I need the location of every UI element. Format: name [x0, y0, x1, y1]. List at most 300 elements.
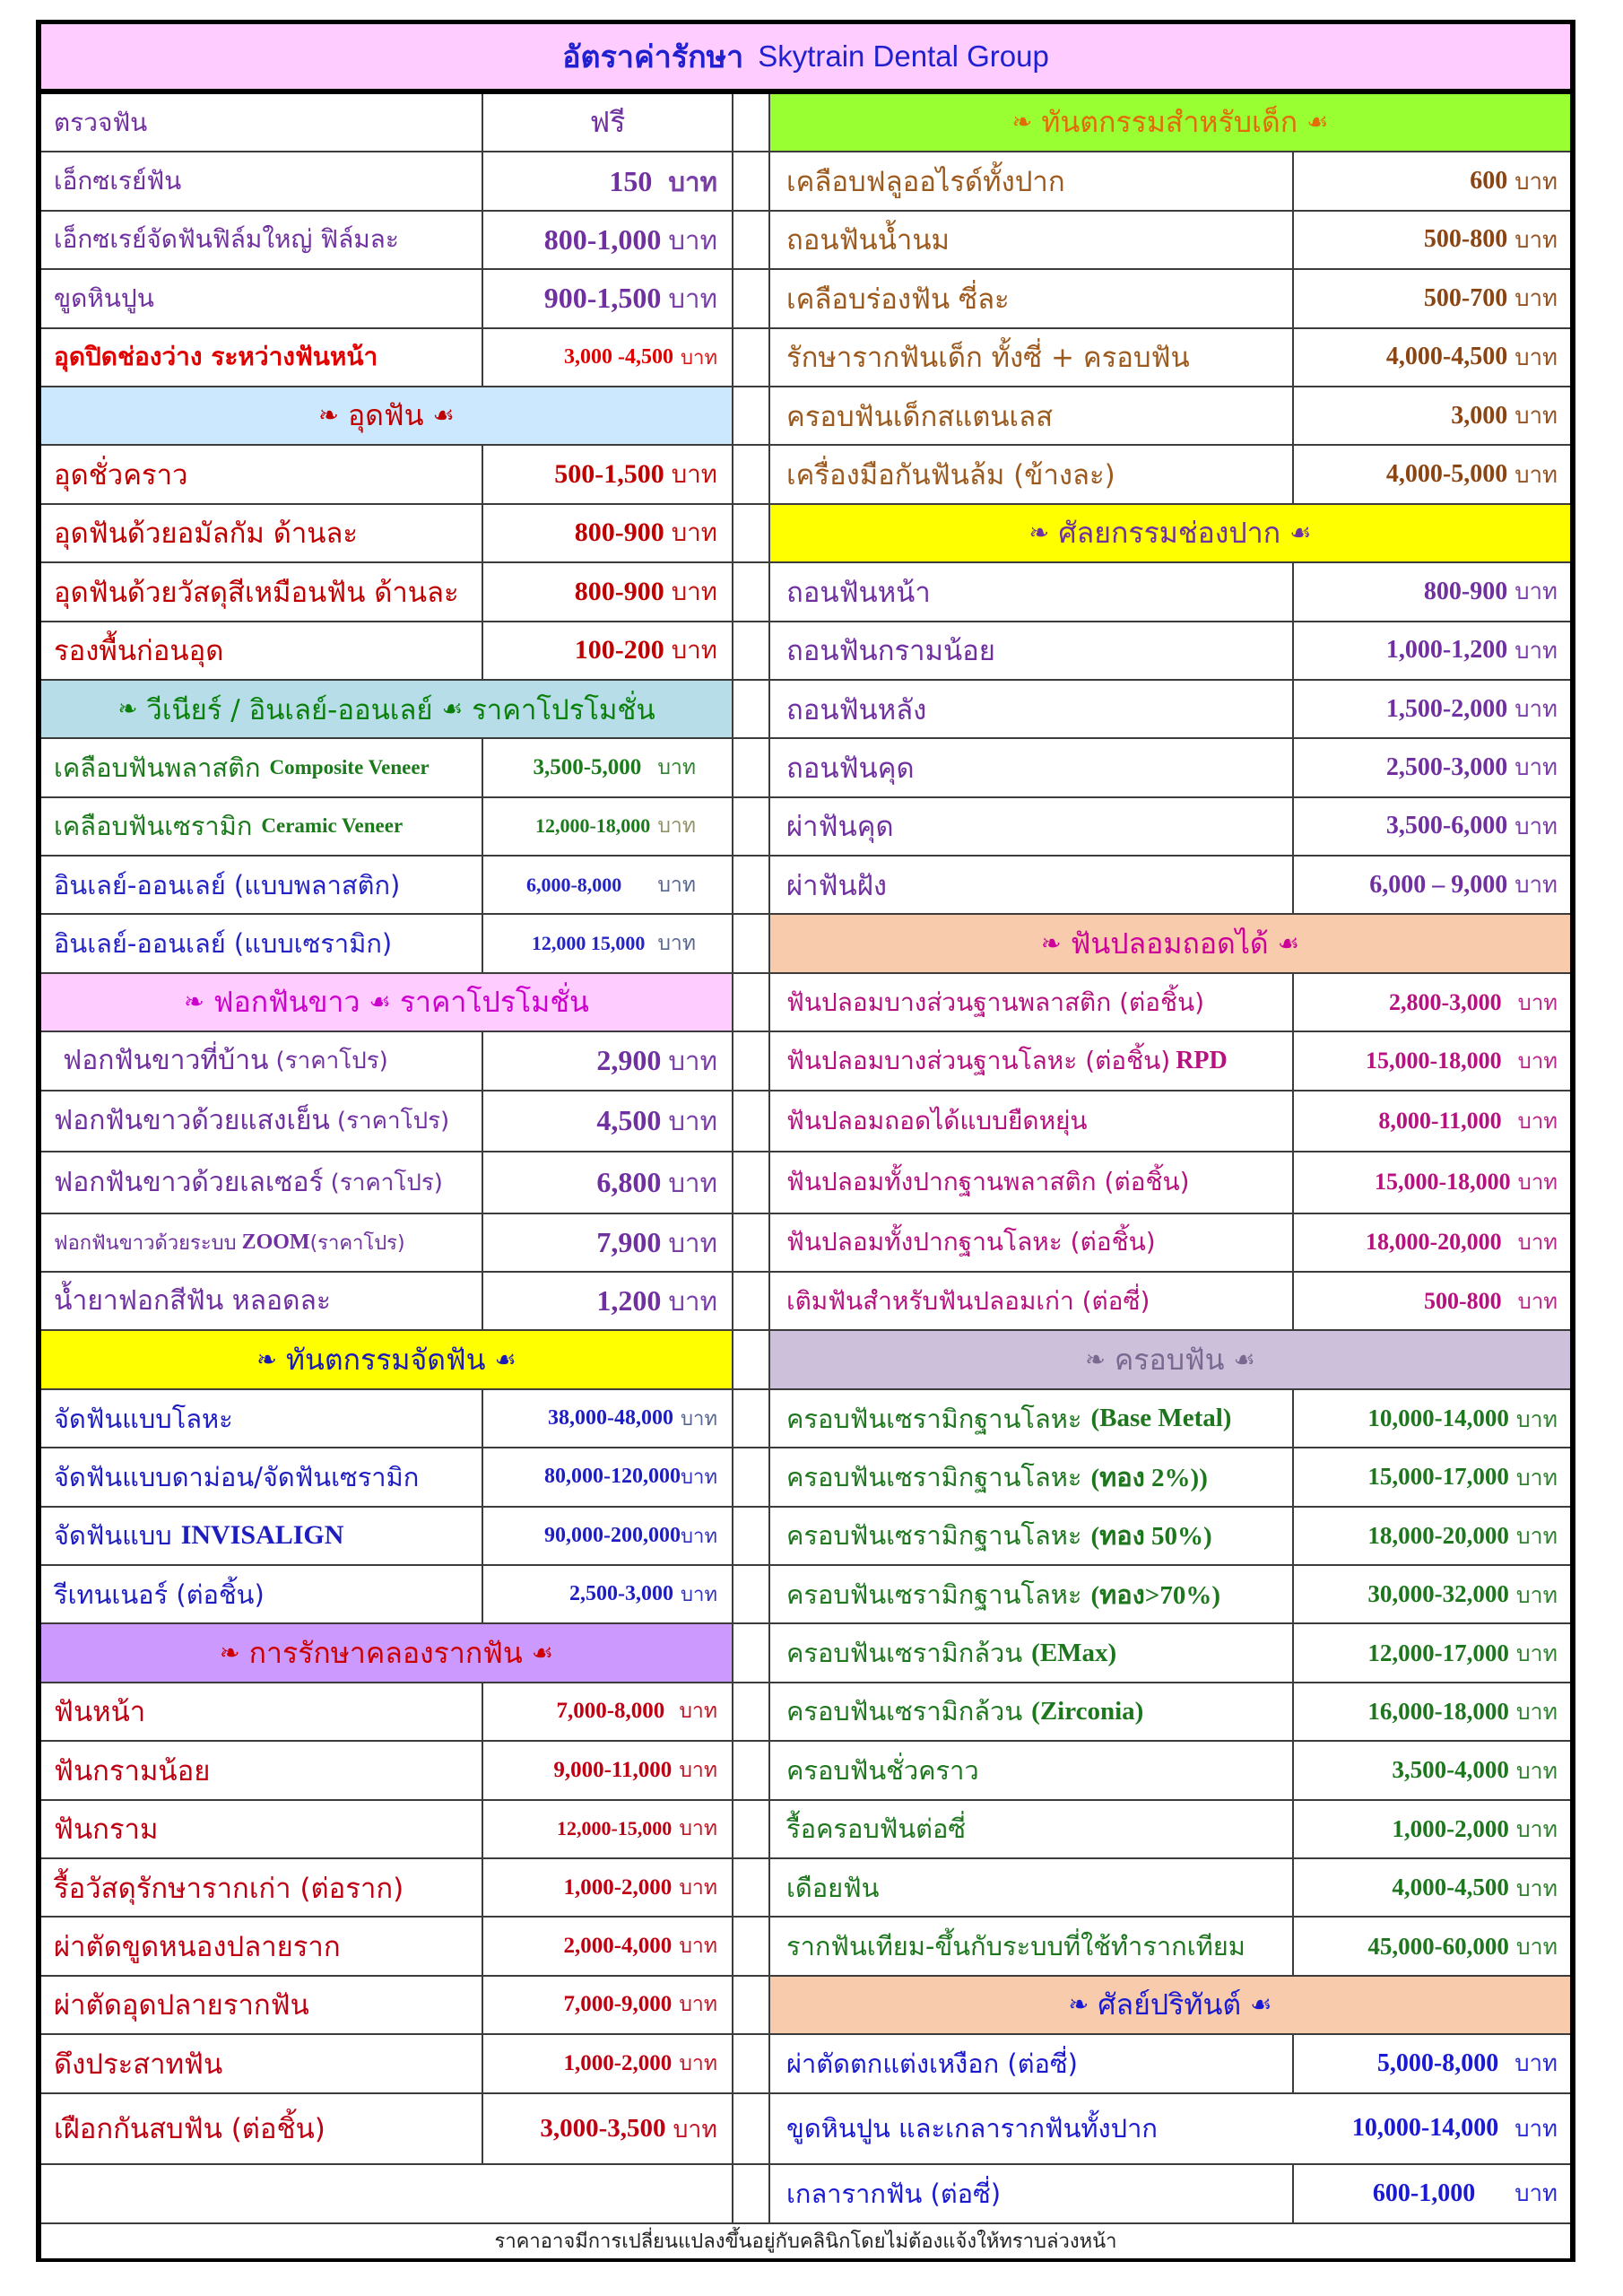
- floral-ornament-left-icon: [1041, 930, 1062, 958]
- service-name: [770, 2094, 1294, 2163]
- price-amount: 45,000-60,000: [1367, 1932, 1509, 1960]
- price-row: [770, 270, 1570, 328]
- price-unit: บาท: [1515, 2180, 1558, 2207]
- spacer-cell: [733, 1091, 770, 1152]
- spacer-cell: [733, 505, 770, 561]
- price-unit: บาท: [668, 1046, 717, 1077]
- service-price: [483, 1977, 733, 2033]
- price-unit: บาท: [671, 517, 717, 548]
- price-row: [770, 1091, 1570, 1153]
- floral-ornament-left-icon: [1085, 1346, 1106, 1374]
- price-row: [41, 1566, 770, 1624]
- price-amount: 10,000-14,000: [1351, 2114, 1499, 2142]
- price-amount: 1,200: [596, 1284, 662, 1318]
- service-label: ถอนฟันน้ำนม: [786, 224, 950, 257]
- price-unit: บาท: [679, 1875, 717, 1900]
- price-unit: บาท: [1515, 872, 1558, 900]
- service-name: [41, 1091, 483, 1152]
- service-label-english: Ceramic Veneer: [261, 814, 404, 838]
- price-amount: 500-800: [1423, 225, 1508, 254]
- service-name: [770, 1152, 1294, 1213]
- price-amount: 15,000-18,000: [1374, 1169, 1511, 1196]
- section-title: ทันตกรรมจัดฟัน: [285, 1342, 486, 1377]
- service-price: [483, 1032, 733, 1089]
- service-name: [41, 94, 483, 151]
- service-label: ฟอกฟันขาวที่บ้าน: [63, 1045, 269, 1077]
- service-label: ฟอกฟันขาวด้วยเลเซอร์: [54, 1166, 324, 1198]
- service-label-english: (EMax): [1031, 1638, 1117, 1667]
- service-price: [1294, 1448, 1570, 1505]
- price-row: [770, 622, 1570, 681]
- service-label: ถอนฟันกรามน้อย: [786, 635, 995, 668]
- price-amount: 1,000-2,000: [563, 1874, 673, 1900]
- service-price: [1294, 681, 1570, 737]
- service-label: ครอบฟันเซรามิกล้วน: [786, 1638, 1023, 1669]
- floral-ornament-right-icon: [1234, 1346, 1255, 1374]
- section-header: [770, 1977, 1570, 2035]
- price-amount: 1,000-2,000: [563, 2050, 673, 2075]
- section-header: [770, 94, 1570, 152]
- price-amount: 2,500-3,000: [569, 1582, 674, 1606]
- service-name: [770, 152, 1294, 209]
- service-name: [770, 1508, 1294, 1564]
- price-unit: บาท: [679, 1817, 717, 1841]
- price-row: [770, 1742, 1570, 1800]
- section-removable-dentures: [770, 915, 1570, 1331]
- section-periodontics: [770, 1977, 1570, 2224]
- section-root-canal: [41, 1624, 770, 2164]
- service-price: [483, 446, 733, 502]
- price-amount: 4,500: [596, 1104, 662, 1137]
- price-unit: บาท: [671, 576, 717, 606]
- price-row: [41, 798, 770, 857]
- service-price: [483, 915, 733, 971]
- price-row: [770, 1566, 1570, 1624]
- price-amount: 6,000 – 9,000: [1369, 870, 1508, 899]
- price-row: [41, 915, 770, 973]
- spacer-cell: [733, 681, 770, 737]
- floral-ornament-right-icon: [1289, 519, 1311, 547]
- service-price: [483, 622, 733, 679]
- service-name: [770, 798, 1294, 855]
- service-label-note: (ราคาโปร): [336, 1108, 450, 1135]
- price-unit: บาท: [668, 1167, 717, 1198]
- price-unit: บาท: [1515, 1757, 1558, 1784]
- spacer-cell: [733, 2035, 770, 2092]
- service-name: [770, 446, 1294, 502]
- service-name: [770, 857, 1294, 913]
- floral-ornament-right-icon: [532, 1639, 553, 1667]
- service-name: [41, 1683, 483, 1740]
- price-row: [770, 446, 1570, 504]
- service-price: [483, 2094, 733, 2163]
- service-price: [483, 1508, 733, 1564]
- spacer-cell: [733, 1032, 770, 1089]
- service-price: [483, 1091, 733, 1152]
- service-name: [41, 915, 483, 971]
- service-price: [483, 1801, 733, 1857]
- service-name: [41, 270, 483, 326]
- spacer-cell: [733, 1566, 770, 1622]
- service-label: เครื่องมือกันฟันล้ม (ข้างละ): [786, 459, 1115, 492]
- service-price: [483, 329, 733, 386]
- price-unit: บาท: [668, 1286, 717, 1318]
- service-price: [1294, 152, 1570, 209]
- service-name: [41, 1508, 483, 1564]
- service-price: [1294, 1624, 1570, 1681]
- price-amount: 3,000-3,500: [540, 2113, 666, 2143]
- price-amount: 500-800: [1423, 1287, 1502, 1314]
- service-label: จัดฟันแบบ: [54, 1520, 172, 1552]
- section-orthodontics: [41, 1331, 770, 1624]
- service-label-note: (ราคาโปร): [309, 1231, 405, 1255]
- section-title: การรักษาคลองรากฟัน: [248, 1635, 523, 1670]
- title-thai: อัตราค่ารักษา: [562, 39, 744, 75]
- price-row: [41, 1859, 770, 1918]
- spacer-cell: [733, 563, 770, 620]
- price-row: [770, 1390, 1570, 1448]
- service-label: ตรวจฟัน: [54, 107, 148, 137]
- section-title: อุดฟัน: [347, 398, 424, 433]
- service-price: [483, 94, 733, 151]
- service-price: [1294, 974, 1570, 1031]
- price-row: [41, 1977, 770, 2035]
- service-price: [483, 152, 733, 209]
- price-amount: 1,000-1,200: [1385, 636, 1508, 665]
- price-row: [770, 1918, 1570, 1976]
- service-price: [1294, 1566, 1570, 1622]
- service-name: [770, 270, 1294, 326]
- service-name: [41, 505, 483, 561]
- section-veneers-inlays: [41, 681, 770, 974]
- service-price: [1294, 329, 1570, 386]
- price-unit: บาท: [1515, 754, 1558, 782]
- service-name: [770, 1918, 1294, 1974]
- price-unit: บาท: [668, 166, 717, 197]
- price-amount: 1,500-2,000: [1385, 694, 1508, 723]
- service-label: เดือยฟัน: [786, 1872, 880, 1903]
- right-column: [770, 94, 1570, 2224]
- service-label-english: RPD: [1176, 1046, 1228, 1074]
- service-name: [41, 739, 483, 796]
- service-label: เอ็กซเรย์ฟัน: [54, 166, 182, 196]
- service-name: [41, 1390, 483, 1447]
- spacer-cell: [733, 2165, 770, 2222]
- service-name: [770, 1273, 1294, 1329]
- service-name: [41, 563, 483, 620]
- spacer-cell: [733, 1152, 770, 1213]
- service-name: [770, 1742, 1294, 1798]
- price-unit: บาท: [668, 283, 717, 315]
- service-label-note: (ราคาโปร): [275, 1048, 388, 1075]
- price-unit: บาท: [1517, 1230, 1558, 1256]
- section-title: วีเนียร์ / อินเลย์-ออนเลย์: [146, 693, 433, 726]
- price-amount: 7,000-9,000: [563, 1992, 673, 2017]
- spacer-cell: [733, 739, 770, 796]
- price-row: [41, 1390, 770, 1448]
- price-unit: บาท: [681, 346, 717, 370]
- price-amount: 800-900: [574, 576, 664, 606]
- service-label-english: (ทอง 2%)): [1090, 1463, 1208, 1492]
- price-row: [770, 1801, 1570, 1859]
- spacer-cell: [733, 94, 770, 151]
- price-row: [770, 152, 1570, 211]
- price-unit: บาท: [1515, 461, 1558, 489]
- price-amount: 12,000-15,000: [556, 1817, 673, 1840]
- price-amount: 4,000-4,500: [1392, 1874, 1509, 1901]
- spacer-cell: [733, 974, 770, 1031]
- price-unit: บาท: [1515, 1405, 1558, 1432]
- price-unit: บาท: [1515, 226, 1558, 254]
- service-price: [483, 270, 733, 326]
- spacer-cell: [733, 446, 770, 502]
- service-price: [483, 505, 733, 561]
- page-title: [41, 24, 1570, 94]
- service-price: [483, 563, 733, 620]
- service-label: เคลือบฟันพลาสติก: [54, 752, 261, 783]
- price-row: [41, 622, 770, 681]
- service-label: เติมฟันสำหรับฟันปลอมเก่า (ต่อซี่): [786, 1285, 1150, 1316]
- spacer-cell: [733, 857, 770, 913]
- price-row: [770, 1448, 1570, 1507]
- service-label-english: INVISALIGN: [180, 1520, 344, 1551]
- price-row: [41, 1448, 770, 1507]
- price-amount: 6,000-8,000: [525, 873, 622, 896]
- price-unit: บาท: [1515, 168, 1558, 196]
- section-header: [770, 505, 1570, 563]
- price-amount: 6,800: [596, 1165, 662, 1198]
- price-unit: บาท: [1517, 1288, 1558, 1314]
- price-unit: บาท: [657, 755, 696, 779]
- service-name: [770, 1448, 1294, 1505]
- service-name: [770, 1683, 1294, 1740]
- service-name: [41, 1448, 483, 1505]
- price-amount: 3,500-4,000: [1392, 1756, 1509, 1784]
- service-name: [770, 1566, 1294, 1622]
- price-unit: บาท: [671, 459, 717, 490]
- floral-ornament-left-icon: [117, 696, 137, 723]
- price-amount: 2,800-3,000: [1388, 988, 1502, 1015]
- service-label: ถอนฟันหน้า: [786, 576, 931, 609]
- spacer-cell: [733, 1859, 770, 1916]
- service-label: ฟันหน้า: [54, 1696, 146, 1729]
- price-amount: 1,000-2,000: [1392, 1814, 1509, 1842]
- service-price: [1294, 1742, 1570, 1798]
- price-row: [41, 270, 770, 328]
- price-amount: 4,000-4,500: [1385, 343, 1508, 371]
- price-row: [41, 739, 770, 797]
- service-name: [770, 622, 1294, 679]
- price-unit: บาท: [1515, 578, 1558, 606]
- service-price: [1294, 798, 1570, 855]
- price-unit: บาท: [681, 1584, 717, 1607]
- price-amount: 12,000-18,000: [534, 814, 651, 838]
- spacer-cell: [733, 152, 770, 209]
- service-price: [483, 1566, 733, 1622]
- price-amount: 9,000-11,000: [553, 1757, 673, 1782]
- spacer-cell: [733, 1390, 770, 1447]
- price-unit: บาท: [679, 1758, 717, 1782]
- section-title: ฟันปลอมถอดได้: [1070, 926, 1269, 961]
- price-amount: 500-1,500: [554, 459, 664, 490]
- price-unit: บาท: [1515, 696, 1558, 724]
- spacer-cell: [733, 1624, 770, 1681]
- service-price: [1294, 1390, 1570, 1447]
- service-name: [41, 1152, 483, 1213]
- section-header: [41, 974, 770, 1032]
- price-row: [770, 1273, 1570, 1331]
- price-unit: บาท: [668, 1106, 717, 1137]
- price-amount: 3,000: [1451, 401, 1508, 430]
- service-label: รากฟันเทียม-ขึ้นกับระบบที่ใช้ทำรากเทียม: [786, 1931, 1245, 1962]
- price-amount: 3,500-5,000: [533, 754, 642, 779]
- price-unit: บาท: [673, 2115, 717, 2144]
- floral-ornament-right-icon: [495, 1346, 516, 1374]
- service-name: [770, 739, 1294, 796]
- service-label: ผ่าตัดอุดปลายรากฟัน: [54, 1989, 309, 2022]
- service-price: [483, 1683, 733, 1740]
- price-row: [770, 1032, 1570, 1091]
- price-row: [41, 505, 770, 563]
- floral-ornament-left-icon: [1068, 1991, 1089, 2019]
- price-disclaimer: [41, 2224, 1570, 2258]
- section-header-cell: [41, 1331, 733, 1387]
- service-label: เคลือบฟลูออไรด์ทั้งปาก: [786, 166, 1065, 199]
- section-header-cell: [41, 1624, 733, 1681]
- section-header-cell: [770, 915, 1570, 971]
- price-amount: 3,500-6,000: [1385, 812, 1508, 840]
- service-name: [770, 1390, 1294, 1447]
- service-label: ครอบฟันเซรามิกล้วน: [786, 1696, 1023, 1727]
- service-label: ฟอกฟันขาวด้วยระบบ: [54, 1231, 237, 1255]
- service-label: น้ำยาฟอกสีฟัน หลอดละ: [54, 1285, 331, 1318]
- price-amount: 12,000-17,000: [1367, 1639, 1509, 1666]
- service-name: [770, 2165, 1294, 2222]
- price-row: [41, 2094, 770, 2165]
- service-label: อุดฟันด้วยอมัลกัม ด้านละ: [54, 517, 359, 551]
- service-name: [770, 1801, 1294, 1857]
- service-label: อุดฟันด้วยวัสดุสีเหมือนฟัน ด้านละ: [54, 576, 459, 609]
- floral-ornament-left-icon: [318, 402, 339, 430]
- service-name: [770, 2035, 1294, 2092]
- service-label: ครอบฟันเซรามิกฐานโลหะ: [786, 1520, 1082, 1552]
- service-label-note: (ราคาโปร): [330, 1169, 443, 1196]
- price-row: [770, 974, 1570, 1032]
- price-amount: 600: [1470, 167, 1508, 196]
- service-price: [1294, 1918, 1570, 1974]
- service-name: [41, 2035, 483, 2092]
- service-name: [770, 387, 1294, 444]
- price-row: [41, 212, 770, 270]
- service-name: [41, 212, 483, 268]
- price-unit: บาท: [1515, 403, 1558, 430]
- spacer-cell: [733, 1448, 770, 1505]
- price-amount: 12,000 15,000: [531, 932, 646, 955]
- service-name: [770, 1032, 1294, 1089]
- price-row-highlighted: [41, 329, 770, 387]
- service-name: [770, 1859, 1294, 1916]
- price-unit: บาท: [679, 1993, 717, 2017]
- price-amount: 7,000-8,000: [556, 1699, 665, 1724]
- service-label: รื้อวัสดุรักษารากเก่า (ต่อราก): [54, 1872, 404, 1905]
- price-amount: 800-1,000: [543, 222, 662, 256]
- service-price: [1294, 2035, 1570, 2092]
- price-amount: 500-700: [1423, 283, 1508, 312]
- service-label: จัดฟันแบบดาม่อน/จัดฟันเซรามิก: [54, 1461, 420, 1492]
- price-amount: 2,900: [596, 1044, 662, 1077]
- service-label: ฟอกฟันขาวด้วยแสงเย็น: [54, 1105, 330, 1137]
- price-row: [770, 1624, 1570, 1683]
- price-amount: 18,000-20,000: [1367, 1521, 1509, 1549]
- service-name: [41, 1859, 483, 1916]
- section-header-cell: [770, 1977, 1570, 2033]
- service-name: [770, 974, 1294, 1031]
- service-name: [770, 212, 1294, 268]
- price-unit: บาท: [668, 224, 717, 256]
- empty-cell: [41, 2165, 733, 2222]
- price-unit: บาท: [1517, 1048, 1558, 1074]
- spacer-cell: [733, 270, 770, 326]
- spacer-cell: [733, 1273, 770, 1329]
- service-price: [1294, 212, 1570, 268]
- price-amount: 150: [609, 164, 653, 197]
- price-unit: บาท: [681, 1408, 717, 1431]
- price-unit: บาท: [1515, 813, 1558, 840]
- price-unit: บาท: [668, 1227, 717, 1258]
- service-label: ครอบฟันเซรามิกฐานโลหะ: [786, 1403, 1082, 1434]
- price-row: [770, 329, 1570, 387]
- price-unit: บาท: [1515, 1523, 1558, 1550]
- service-price: [1294, 1273, 1570, 1329]
- floral-ornament-right-icon: [369, 988, 390, 1016]
- service-label: ดึงประสาทฟัน: [54, 2048, 223, 2081]
- section-header-cell: [41, 387, 733, 444]
- section-header: [770, 915, 1570, 973]
- price-unit: บาท: [679, 2051, 717, 2075]
- price-row: [41, 94, 770, 152]
- price-amount: 3,000 -4,500: [564, 344, 674, 369]
- price-unit: บาท: [657, 873, 696, 897]
- price-row: [770, 1152, 1570, 1214]
- price-amount: 8,000-11,000: [1378, 1107, 1502, 1134]
- service-name: [41, 2094, 483, 2163]
- floral-ornament-left-icon: [220, 1639, 240, 1667]
- service-price: [1294, 1152, 1570, 1213]
- floral-ornament-left-icon: [1029, 519, 1050, 547]
- service-label-english: Composite Veneer: [269, 755, 430, 778]
- price-amount: 800-900: [1423, 577, 1508, 605]
- service-name: [770, 1214, 1294, 1271]
- spacer-cell: [733, 1918, 770, 1974]
- floral-ornament-right-icon: [432, 402, 454, 430]
- price-row: [770, 1683, 1570, 1742]
- price-unit: บาท: [679, 1935, 717, 1959]
- section-oral-surgery: [770, 505, 1570, 916]
- service-name: [41, 1801, 483, 1857]
- service-price: [1294, 1032, 1570, 1089]
- price-unit: บาท: [1515, 2115, 1558, 2143]
- service-label: เอ็กซเรย์จัดฟันฟิล์มใหญ่ ฟิล์มละ: [54, 224, 399, 255]
- section-promo-label: ราคาโปรโมชั่น: [472, 693, 655, 726]
- service-price: [1294, 387, 1570, 444]
- service-name: [41, 329, 483, 386]
- service-price: [1294, 1214, 1570, 1271]
- spacer-cell: [733, 1742, 770, 1798]
- price-amount: 15,000-18,000: [1365, 1047, 1502, 1074]
- price-amount: 15,000-17,000: [1367, 1463, 1509, 1491]
- price-grid: [41, 94, 1570, 2224]
- empty-row: [41, 2165, 770, 2224]
